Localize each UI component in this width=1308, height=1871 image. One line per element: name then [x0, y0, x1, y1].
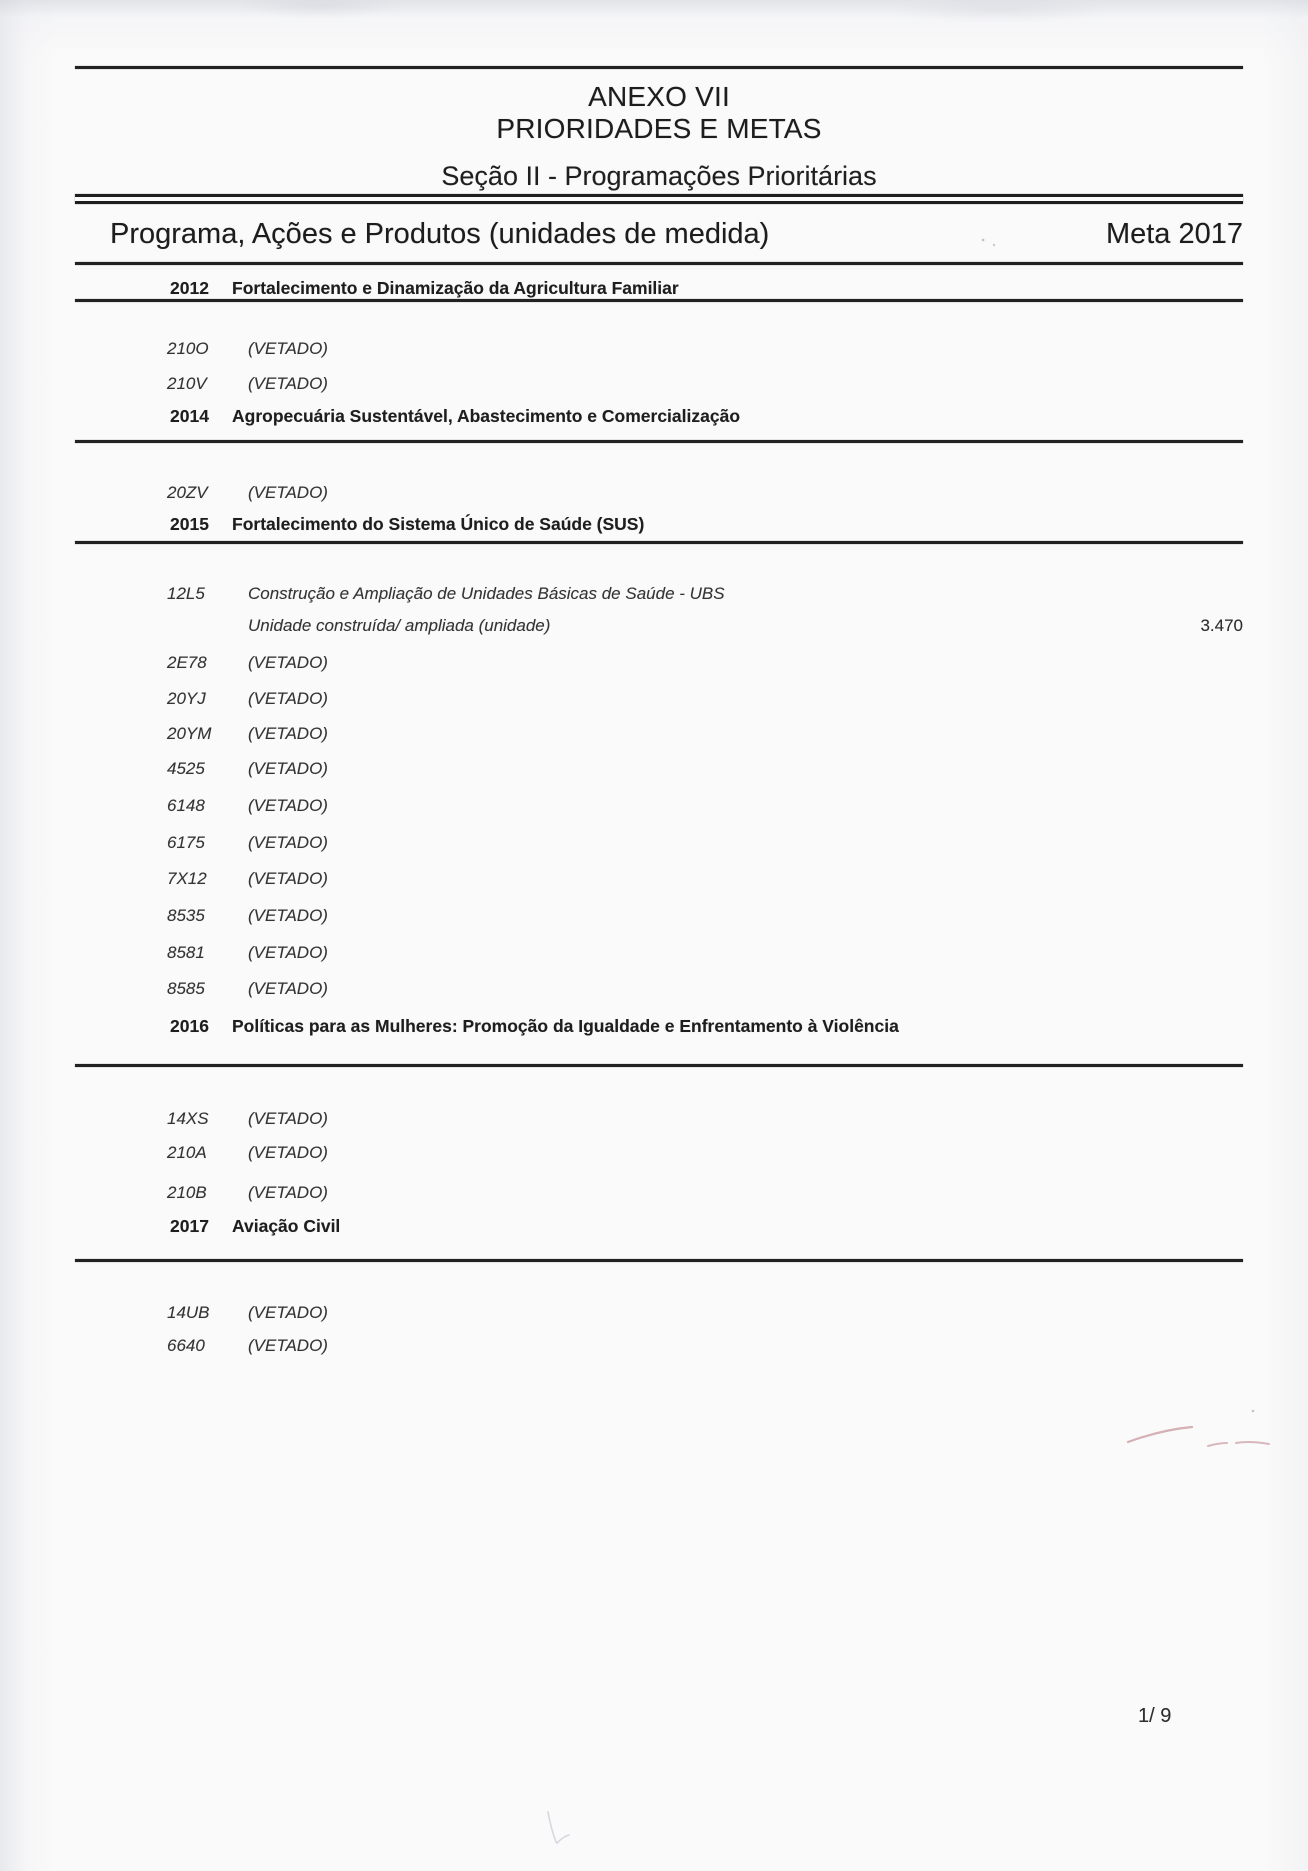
action-row-14XS: [75, 1108, 1243, 1130]
action-code: 8535: [167, 906, 205, 925]
section-title: Seção II - Programações Prioritárias: [441, 161, 877, 191]
action-code: 20YJ: [167, 689, 206, 708]
smudge-mark: [540, 1808, 580, 1853]
action-label: (VETADO): [248, 869, 328, 888]
annex-subtitle: PRIORIDADES E METAS: [496, 113, 822, 144]
action-row-14UB: [75, 1302, 1243, 1324]
action-code: 14XS: [167, 1109, 209, 1128]
action-label: (VETADO): [248, 374, 328, 393]
action-label: (VETADO): [248, 1183, 328, 1202]
action-label: (VETADO): [248, 689, 328, 708]
action-row-20ZV: [75, 482, 1243, 504]
action-label: (VETADO): [248, 906, 328, 925]
action-code: 6175: [167, 833, 205, 852]
action-code: 210B: [167, 1183, 207, 1202]
section-divider: [75, 541, 1243, 544]
program-row-2014: [75, 405, 1243, 427]
action-code: 8585: [167, 979, 205, 998]
program-label: Aviação Civil: [232, 1216, 341, 1236]
page-number: 1/ 9: [1138, 1705, 1172, 1727]
action-label: (VETADO): [248, 979, 328, 998]
action-code: 20YM: [167, 724, 212, 743]
program-label: Fortalecimento do Sistema Único de Saúde (SUS): [232, 514, 645, 534]
action-row-12L5: [75, 583, 1243, 605]
action-row-2E78: [75, 652, 1243, 674]
action-row-6175: [75, 832, 1243, 854]
section-divider: [75, 299, 1243, 302]
column-header-meta-2017: Meta 2017: [1105, 218, 1243, 250]
document-content: [75, 0, 1243, 1357]
action-row-210A: [75, 1142, 1243, 1164]
action-row-6148: [75, 795, 1243, 817]
column-header-programs: Programa, Ações e Produtos (unidades de medida): [110, 218, 770, 250]
action-label: (VETADO): [248, 759, 328, 778]
action-label: (VETADO): [248, 833, 328, 852]
top-rule: [75, 66, 1243, 69]
action-label: Construção e Ampliação de Unidades Básicas de Saúde - UBS: [248, 584, 725, 603]
action-label: (VETADO): [248, 1143, 328, 1162]
action-label: (VETADO): [248, 1109, 328, 1128]
annex-title: ANEXO VII: [588, 81, 730, 112]
section-divider: [75, 440, 1243, 443]
program-row-2016: [75, 1015, 1243, 1037]
action-code: 14UB: [167, 1303, 210, 1322]
program-row-2012: [75, 277, 1243, 299]
action-code: 20ZV: [167, 483, 208, 502]
action-row-7X12: [75, 868, 1243, 890]
action-label: (VETADO): [248, 943, 328, 962]
product-row-ubs: [75, 615, 1243, 637]
pen-mark: [1095, 1400, 1285, 1460]
action-code: 8581: [167, 943, 205, 962]
header-bottom-rule: [75, 262, 1243, 265]
program-code: 2016: [170, 1016, 209, 1036]
dust-speck: [978, 234, 1004, 250]
section-divider: [75, 1064, 1243, 1067]
action-code: 7X12: [167, 869, 207, 888]
action-row-8585: [75, 978, 1243, 1000]
action-row-210V: [75, 373, 1243, 395]
program-label: Agropecuária Sustentável, Abastecimento e Comercialização: [232, 406, 741, 426]
action-label: (VETADO): [248, 724, 328, 743]
double-rule: [75, 194, 1243, 204]
meta-value: 3.470: [1200, 616, 1243, 635]
action-row-4525: [75, 758, 1243, 780]
action-label: (VETADO): [248, 1303, 328, 1322]
action-code: 12L5: [167, 584, 205, 603]
section-divider: [75, 1259, 1243, 1262]
program-code: 2012: [170, 278, 209, 298]
action-code: 210O: [167, 339, 209, 358]
program-code: 2015: [170, 514, 209, 534]
program-code: 2017: [170, 1216, 209, 1236]
action-code: 210A: [167, 1143, 207, 1162]
action-row-210O: [75, 338, 1243, 360]
program-label: Fortalecimento e Dinamização da Agricultura Familiar: [232, 278, 679, 298]
action-code: 2E78: [167, 653, 207, 672]
action-label: (VETADO): [248, 1336, 328, 1355]
program-code: 2014: [170, 406, 209, 426]
action-label: (VETADO): [248, 653, 328, 672]
action-label: (VETADO): [248, 483, 328, 502]
action-code: 210V: [167, 374, 207, 393]
action-label: (VETADO): [248, 339, 328, 358]
program-row-2015: [75, 513, 1243, 535]
product-label: Unidade construída/ ampliada (unidade): [248, 616, 551, 635]
action-code: 6148: [167, 796, 205, 815]
action-row-20YM: [75, 723, 1243, 745]
program-label: Políticas para as Mulheres: Promoção da Igualdade e Enfrentamento à Violência: [232, 1016, 899, 1036]
action-row-210B: [75, 1182, 1243, 1204]
action-code: 6640: [167, 1336, 205, 1355]
table-header: [75, 217, 1243, 251]
action-row-8535: [75, 905, 1243, 927]
action-code: 4525: [167, 759, 205, 778]
action-row-8581: [75, 942, 1243, 964]
action-row-20YJ: [75, 688, 1243, 710]
program-row-2017: [75, 1215, 1243, 1237]
action-row-6640: [75, 1335, 1243, 1357]
action-label: (VETADO): [248, 796, 328, 815]
